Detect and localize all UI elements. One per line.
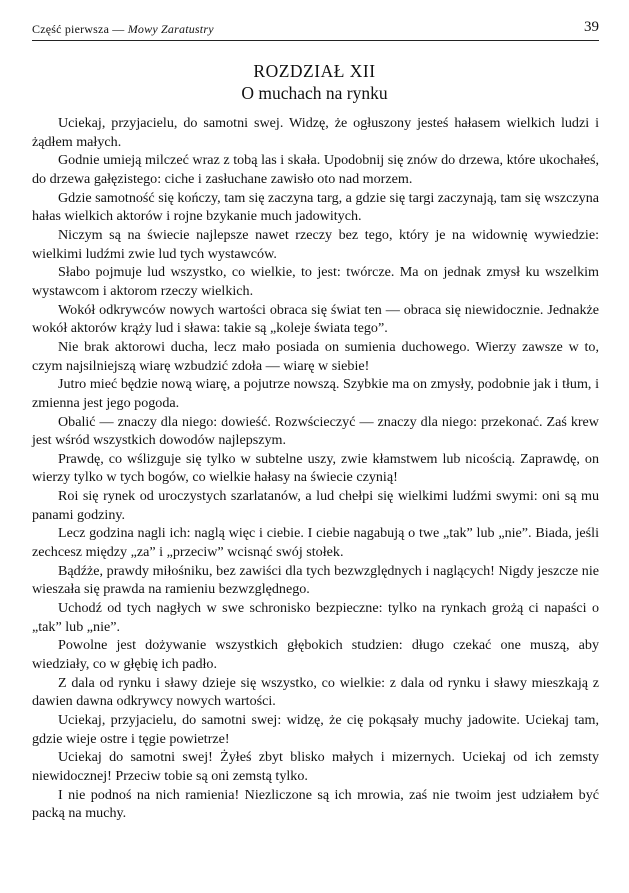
chapter-body: [32, 114, 599, 823]
paragraph: Uciekaj, przyjacielu, do samotni swej: widzę, że cię pokąsały muchy jadowite. Uciekaj tam, gdzie wieje ostre i tęgie powietrze!: [32, 712, 599, 747]
chapter-subtitle: O muchach na rynku: [241, 83, 388, 103]
paragraph: Prawdę, co wślizguje się tylko w subtelne uszy, zwie kłamstwem lub nicością. Zaprawdę, on wierzy tylko w tych bogów, co wielkie hałasy na świecie czynią!: [32, 450, 599, 486]
paragraph: Uchodź od tych nagłych w swe schronisko bezpieczne: tylko na rynkach grożą ci napaści o „tak” lub „nie”.: [32, 600, 599, 635]
chapter-heading: [0, 60, 629, 104]
paragraph: Wokół odkrywców nowych wartości obraca się świat ten — obraca się niewidocznie. Jednakże wokół aktorów krąży lud i sława: takie są „koleje świata tego”.: [32, 301, 599, 337]
paragraph: Jutro mieć będzie nową wiarę, a pojutrze nowszą. Szybkie ma on zmysły, podobnie jak i tłum, i zmienna jest jego pogoda.: [32, 376, 599, 411]
paragraph: Słabo pojmuje lud wszystko, co wielkie, to jest: twórcze. Ma on jednak zmysł ku wszelkim wystawcom i aktorom rzeczy wielkich.: [32, 264, 599, 299]
paragraph: Uciekaj do samotni swej! Żyłeś zbyt blisko małych i mizernych. Uciekaj od ich zemsty niewidocznej! Przeciw tobie są oni zemstą tylko.: [32, 749, 599, 784]
header-dash: —: [109, 22, 128, 36]
chapter-title: ROZDZIAŁ XII: [253, 61, 376, 81]
header-part: Część pierwsza: [32, 22, 110, 36]
paragraph: Nie brak aktorowi ducha, lecz mało posiada on sumienia duchowego. Wierzy zawsze w to, czym najsilniejszą wiarę wzbudzić zdoła — wiarę w siebie!: [32, 338, 599, 374]
paragraph: Roi się rynek od uroczystych szarlatanów, a lud chełpi się wielkimi ludźmi swymi: oni są mu panami godziny.: [32, 488, 599, 523]
paragraph: Godnie umieją milczeć wraz z tobą las i skała. Upodobnij się znów do drzewa, które ukochałeś, do drzewa gałęzistego: ciche i zasłuchane zawisło oto nad morzem.: [32, 152, 599, 187]
paragraph: Uciekaj, przyjacielu, do samotni swej. Widzę, że ogłuszony jesteś hałasem wielkich ludzi i żądłem małych.: [32, 115, 599, 150]
paragraph: Z dala od rynku i sławy dzieje się wszystko, co wielkie: z dala od rynku i sławy mieszkają z dawien dawna odkrywcy nowych wartości.: [32, 674, 599, 710]
paragraph: I nie podnoś na nich ramienia! Niezliczone są ich mrowia, zaś nie twoim jest udziałem być packą na muchy.: [32, 786, 599, 822]
paragraph: Niczym są na świecie najlepsze nawet rzeczy bez tego, który je na widownię wywiedzie: wielkimi ludźmi zwie lud tych wystawców.: [32, 226, 599, 262]
page-number: 39: [584, 19, 599, 35]
running-header: [32, 20, 599, 41]
paragraph: Obalić — znaczy dla niego: dowieść. Rozwścieczyć — znaczy dla niego: przekonać. Zaś krew jest wśród wszystkich dowodów najlepszym.: [32, 413, 599, 449]
paragraph: Gdzie samotność się kończy, tam się zaczyna targ, a gdzie się targi zaczynają, tam się wszczyna hałas wielkich aktorów i rojne bzykanie much jadowitych.: [32, 189, 599, 225]
paragraph: Bądźże, prawdy miłośniku, bez zawiści dla tych bezwzględnych i naglących! Nigdy jeszcze nie wieszała się prawda na ramieniu bezwzględnego.: [32, 562, 599, 598]
paragraph: Lecz godzina nagli ich: naglą więc i ciebie. I ciebie nagabują o twe „tak” lub „nie”. Biada, jeśli zechcesz między „za” i „przeciw” wcisnąć swój stołek.: [32, 525, 599, 561]
header-book-title: Mowy Zaratustry: [127, 22, 214, 36]
header-section: [32, 22, 214, 37]
paragraph: Powolne jest dożywanie wszystkich głębokich studzien: długo czekać one muszą, aby wiedziały, co w głębię ich padło.: [32, 637, 599, 673]
